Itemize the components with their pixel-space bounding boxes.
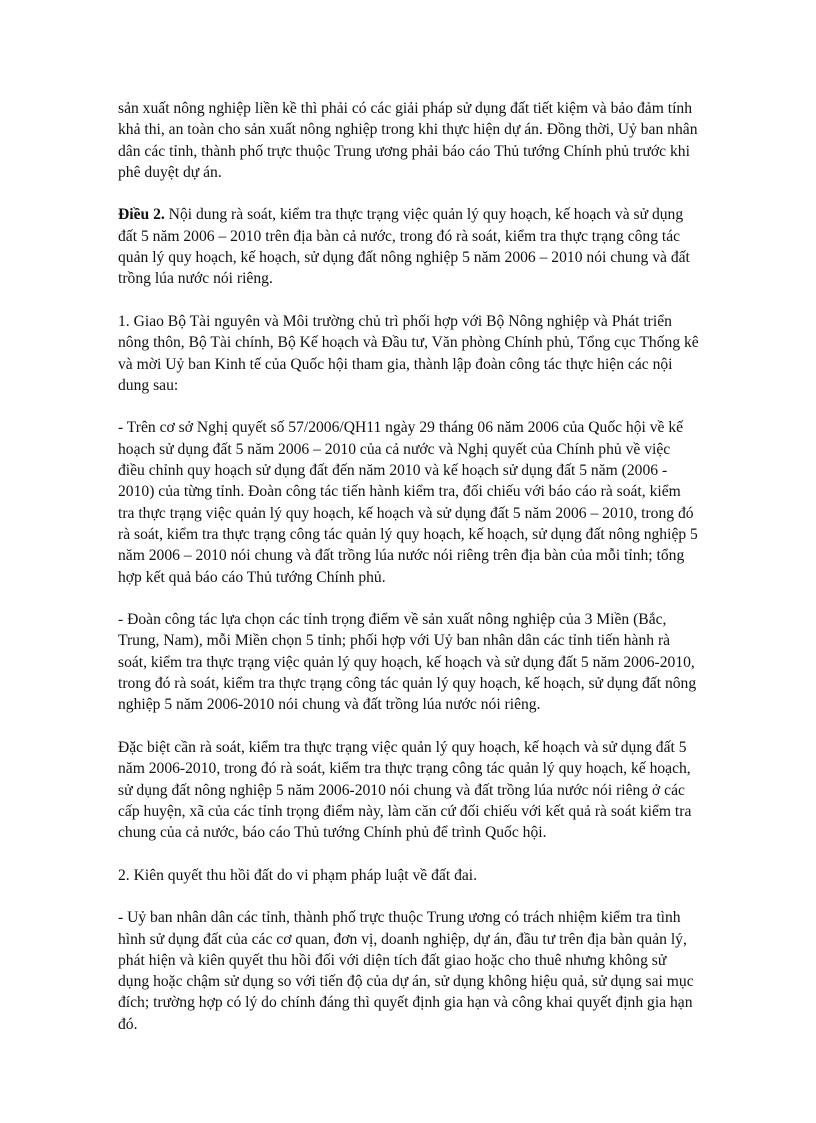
paragraph-item-1: 1. Giao Bộ Tài nguyên và Môi trường chủ trì phối hợp với Bộ Nông nghiệp và Phát triển nông thôn, Bộ Tài chính, Bộ Kế hoạch và Đầu tư, Văn phòng Chính phủ, Tổng cục Thống kê và mời Uỷ ban Kinh tế của Quốc hội tham gia, thành lập đoàn công tác thực hiện các nội dung sau: (118, 312, 699, 394)
paragraph-bullet-resolution: - Trên cơ sở Nghị quyết số 57/2006/QH11 ngày 29 tháng 06 năm 2006 của Quốc hội về kế hoạch sử dụng đất 5 năm 2006 – 2010 của cả nước và Nghị quyết của Chính phủ về việc điều chỉnh quy hoạch sử dụng đất đến năm 2010 và kế hoạch sử dụng đất 5 năm (2006 - 2010) của từng tỉnh. Đoàn công tác tiến hành kiểm tra, đối chiếu với báo cáo rà soát, kiểm tra thực trạng việc quản lý quy hoạch, kế hoạch và sử dụng đất 5 năm 2006 – 2010, trong đó rà soát, kiểm tra thực trạng công tác quản lý quy hoạch, kế hoạch, sử dụng đất nông nghiệp 5 năm 2006 – 2010 nói chung và đất trồng lúa nước nói riêng trên địa bàn của mỗi tỉnh; tổng hợp kết quả báo cáo Thủ tướng Chính phủ. (118, 419, 698, 586)
paragraph-bullet-land-recovery: - Uỷ ban nhân dân các tỉnh, thành phố trực thuộc Trung ương có trách nhiệm kiểm tra tình hình sử dụng đất của các cơ quan, đơn vị, doanh nghiệp, dự án, đầu tư trên địa bàn quản lý, phát hiện và kiên quyết thu hồi đối với diện tích đất giao hoặc cho thuê nhưng không sử dụng hoặc chậm sử dụng so với tiến độ của dự án, sử dụng không hiệu quả, sử dụng sai mục đích; trường hợp có lý do chính đáng thì quyết định gia hạn và công khai quyết định gia hạn đó. (118, 909, 694, 1033)
paragraph-item-2: 2. Kiên quyết thu hồi đất do vi phạm pháp luật về đất đai. (118, 866, 478, 884)
paragraph-bullet-key-provinces: - Đoàn công tác lựa chọn các tỉnh trọng điểm về sản xuất nông nghiệp của 3 Miền (Bắc, Trung, Nam), mỗi Miền chọn 5 tỉnh; phối hợp với Uỷ ban nhân dân các tỉnh tiến hành rà soát, kiểm tra thực trạng việc quản lý quy hoạch, kế hoạch và sử dụng đất 5 năm 2006-2010, trong đó rà soát, kiểm tra thực trạng công tác quản lý quy hoạch, kế hoạch, sử dụng đất nông nghiệp 5 năm 2006-2010 nói chung và đất trồng lúa nước nói riêng. (118, 611, 697, 714)
paragraph-continuation: sản xuất nông nghiệp liền kề thì phải có các giải pháp sử dụng đất tiết kiệm và bảo đảm tính khả thi, an toàn cho sản xuất nông nghiệp trong khi thực hiện dự án. Đồng thời, Uỷ ban nhân dân các tỉnh, thành phố trực thuộc Trung ương phải báo cáo Thủ tướng Chính phủ trước khi phê duyệt dự án. (118, 100, 698, 181)
article-2-heading: Điều 2. (118, 206, 165, 224)
article-2-text: Nội dung rà soát, kiểm tra thực trạng việc quản lý quy hoạch, kế hoạch và sử dụng đất 5 năm 2006 – 2010 trên địa bàn cả nước, trong đó rà soát, kiểm tra thực trạng công tác quản lý quy hoạch, kế hoạch, sử dụng đất nông nghiệp 5 năm 2006 – 2010 nói chung và đất trồng lúa nước nói riêng. (118, 206, 690, 288)
paragraph-special-review: Đặc biệt cần rà soát, kiểm tra thực trạng việc quản lý quy hoạch, kế hoạch và sử dụng đất 5 năm 2006-2010, trong đó rà soát, kiểm tra thực trạng công tác quản lý quy hoạch, kế hoạch, sử dụng đất nông nghiệp 5 năm 2006-2010 nói chung và đất trồng lúa nước nói riêng ở các cấp huyện, xã của các tỉnh trọng điểm này, làm căn cứ đối chiếu với kết quả rà soát kiểm tra chung của cả nước, báo cáo Thủ tướng Chính phủ để trình Quốc hội. (118, 738, 692, 842)
paragraph-article-2 (118, 204, 700, 289)
document-page (118, 98, 700, 1056)
